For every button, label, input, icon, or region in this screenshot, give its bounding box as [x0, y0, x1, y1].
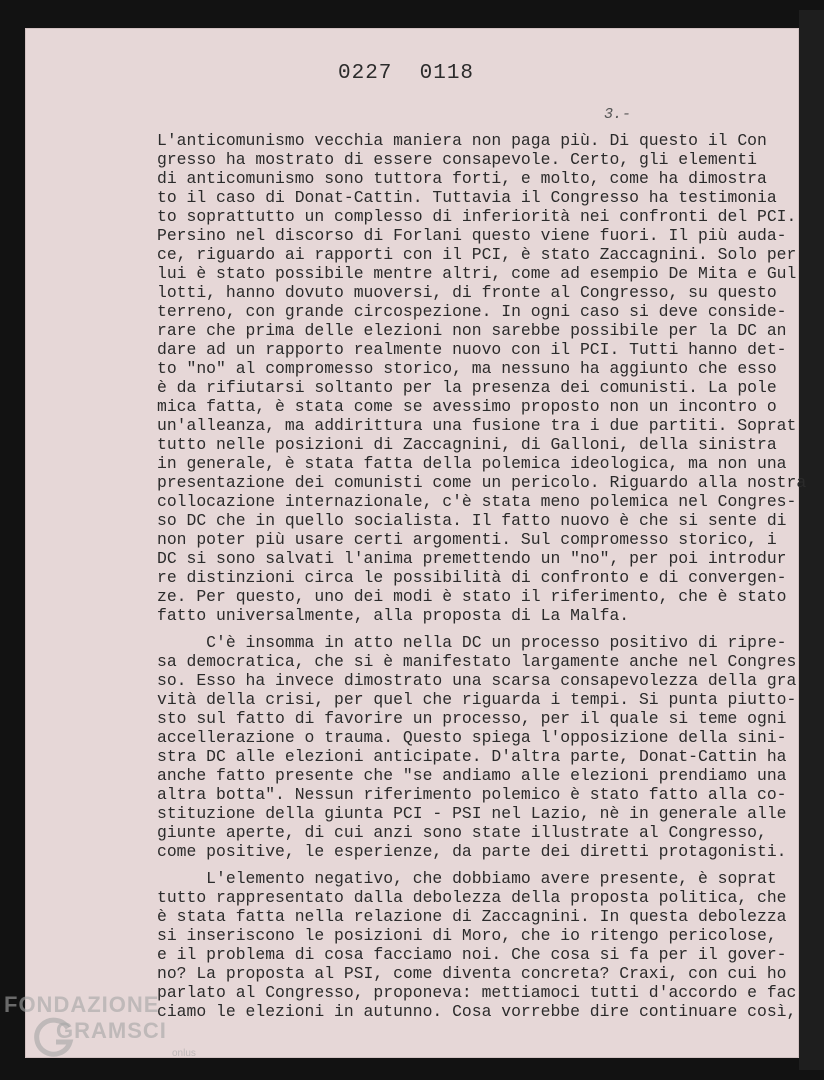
- archive-code: 0227 0118: [338, 62, 475, 85]
- paragraph-2: [157, 633, 806, 861]
- text-line: L'elemento negativo, che dobbiamo avere presente, è soprat: [157, 869, 777, 888]
- text-line: tutto nelle posizioni di Zaccagnini, di Galloni, della sinistra: [157, 435, 777, 454]
- text-line: C'è insomma in atto nella DC un processo positivo di ripre-: [157, 633, 787, 652]
- text-line: giunte aperte, di cui anzi sono state illustrate al Congresso,: [157, 823, 767, 842]
- text-line: DC si sono salvati l'anima premettendo un "no", per poi introdur: [157, 549, 787, 568]
- text-line: è stata fatta nella relazione di Zaccagnini. In questa debolezza: [157, 907, 787, 926]
- text-line: come positive, le esperienze, da parte dei diretti protagonisti.: [157, 842, 787, 861]
- text-line: Persino nel discorso di Forlani questo viene fuori. Il più auda-: [157, 226, 787, 245]
- text-line: gresso ha mostrato di essere consapevole. Certo, gli elementi: [157, 150, 757, 169]
- text-line: to soprattutto un complesso di inferiorità nei confronti del PCI.: [157, 207, 797, 226]
- text-line: dare ad un rapporto realmente nuovo con il PCI. Tutti hanno det-: [157, 340, 787, 359]
- text-line: di anticomunismo sono tuttora forti, e molto, come ha dimostra: [157, 169, 767, 188]
- text-line: vità della crisi, per quel che riguarda i tempi. Si punta piutto-: [157, 690, 797, 709]
- text-line: re distinzioni circa le possibilità di confronto e di convergen-: [157, 568, 787, 587]
- text-line: tutto rappresentato dalla debolezza della proposta politica, che: [157, 888, 787, 907]
- text-line: so. Esso ha invece dimostrato una scarsa consapevolezza della gra: [157, 671, 797, 690]
- text-line: ze. Per questo, uno dei modi è stato il riferimento, che è stato: [157, 587, 787, 606]
- text-line: ce, riguardo ai rapporti con il PCI, è stato Zaccagnini. Solo per: [157, 245, 797, 264]
- paragraph-1: [157, 131, 806, 625]
- text-line: sa democratica, che si è manifestato largamente anche nel Congres: [157, 652, 797, 671]
- text-line: in generale, è stata fatta della polemica ideologica, ma non una: [157, 454, 787, 473]
- text-line: e il problema di cosa facciamo noi. Che cosa si fa per il gover-: [157, 945, 787, 964]
- text-line: parlato al Congresso, proponeva: mettiamoci tutti d'accordo e fac: [157, 983, 797, 1002]
- text-line: sto sul fatto di favorire un processo, per il quale si teme ogni: [157, 709, 787, 728]
- text-line: terreno, con grande circospezione. In ogni caso si deve conside-: [157, 302, 787, 321]
- text-line: è da rifiutarsi soltanto per la presenza dei comunisti. La pole: [157, 378, 777, 397]
- text-line: no? La proposta al PSI, come diventa concreta? Craxi, con cui ho: [157, 964, 787, 983]
- text-line: un'alleanza, ma addirittura una fusione tra i due partiti. Soprat: [157, 416, 797, 435]
- text-line: L'anticomunismo vecchia maniera non paga più. Di questo il Con: [157, 131, 767, 150]
- text-line: accellerazione o trauma. Questo spiega l'opposizione della sini-: [157, 728, 787, 747]
- text-line: anche fatto presente che "se andiamo alle elezioni prendiamo una: [157, 766, 787, 785]
- watermark-line-2: GRAMSCI: [56, 1018, 167, 1043]
- typewritten-text: [157, 131, 806, 1021]
- watermark-line-3: onlus: [172, 1048, 196, 1059]
- text-line: stituzione della giunta PCI - PSI nel Lazio, nè in generale alle: [157, 804, 787, 823]
- text-line: presentazione dei comunisti come un pericolo. Riguardo alla nostra: [157, 473, 807, 492]
- text-line: lui è stato possibile mentre altri, come ad esempio De Mita e Gul: [157, 264, 797, 283]
- text-line: si inseriscono le posizioni di Moro, che io ritengo pericolose,: [157, 926, 777, 945]
- text-line: rare che prima delle elezioni non sarebbe possibile per la DC an: [157, 321, 787, 340]
- text-line: to il caso di Donat-Cattin. Tuttavia il Congresso ha testimonia: [157, 188, 777, 207]
- watermark-line-1: FONDAZIONE: [4, 992, 160, 1017]
- text-line: mica fatta, è stata come se avessimo proposto non un incontro o: [157, 397, 777, 416]
- text-line: stra DC alle elezioni anticipate. D'altra parte, Donat-Cattin ha: [157, 747, 787, 766]
- text-line: fatto universalmente, alla proposta di La Malfa.: [157, 606, 630, 625]
- page-number: 3.-: [604, 106, 632, 123]
- text-line: ciamo le elezioni in autunno. Cosa vorrebbe dire continuare così,: [157, 1002, 797, 1021]
- text-line: collocazione internazionale, c'è stata meno polemica nel Congres-: [157, 492, 797, 511]
- text-line: non poter più usare certi argomenti. Sul compromesso storico, i: [157, 530, 777, 549]
- text-line: lotti, hanno dovuto muoversi, di fronte al Congresso, su questo: [157, 283, 777, 302]
- text-line: so DC che in quello socialista. Il fatto nuovo è che si sente di: [157, 511, 787, 530]
- text-line: altra botta". Nessun riferimento polemico è stato fatto alla co-: [157, 785, 787, 804]
- paragraph-3: [157, 869, 806, 1021]
- text-line: to "no" al compromesso storico, ma nessuno ha aggiunto che esso: [157, 359, 777, 378]
